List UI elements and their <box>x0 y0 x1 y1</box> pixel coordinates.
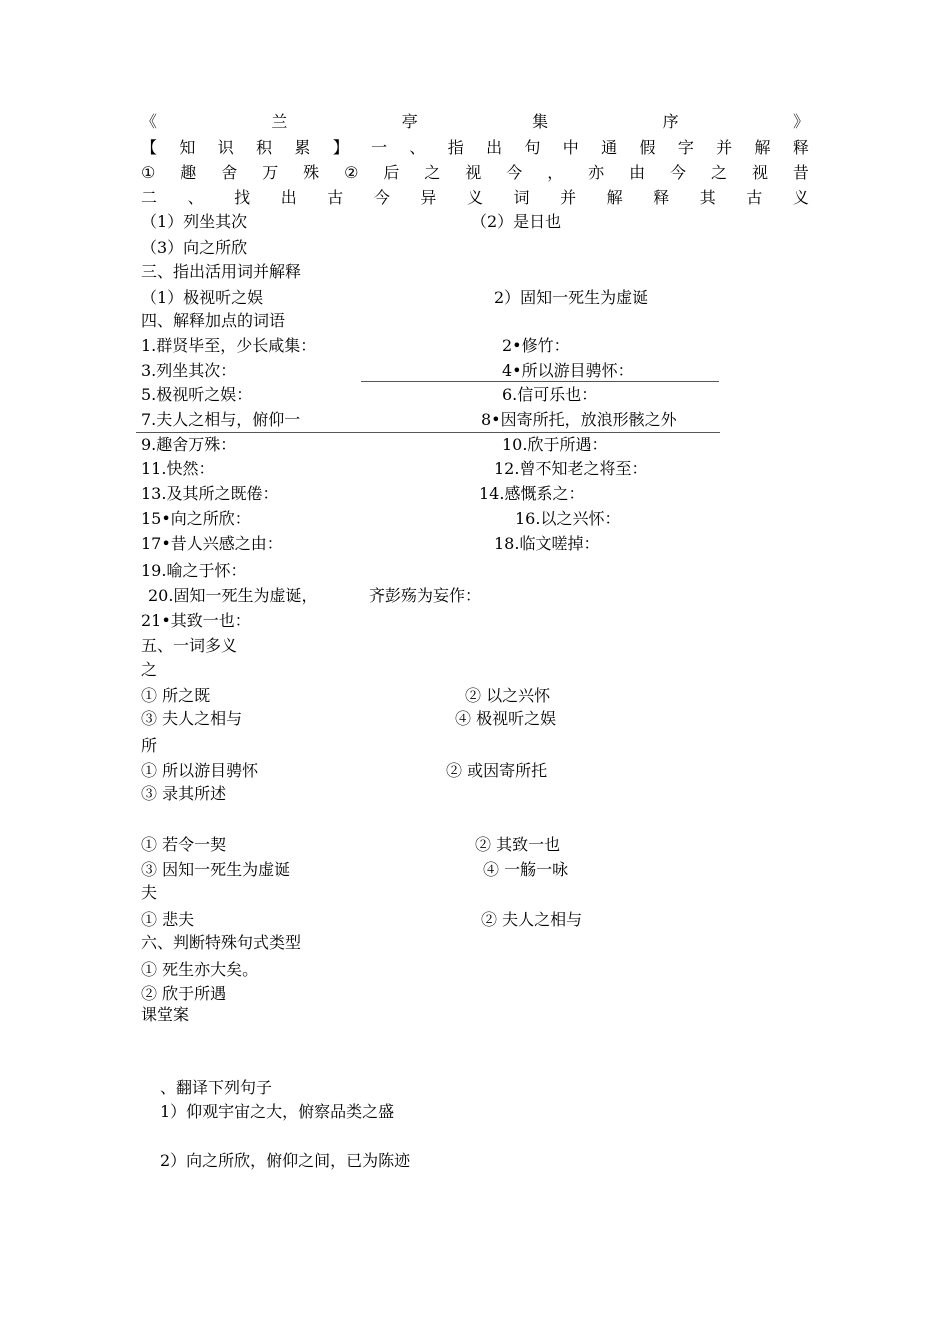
spread-char: 、 <box>409 138 426 157</box>
spread-char: 趣 <box>180 163 197 182</box>
spread-char: 识 <box>217 138 234 157</box>
s2-item-1: （1）列坐其次 <box>141 212 248 231</box>
s5-word: 之 <box>141 660 158 679</box>
s4-item: 9.趣舍万殊： <box>141 435 237 454</box>
s4-item: 17•昔人兴感之由： <box>141 534 283 553</box>
s4-item: 14.感慨系之： <box>479 484 585 503</box>
section1-header <box>141 138 809 158</box>
spread-char: 、 <box>187 188 204 207</box>
spread-char: 知 <box>179 138 196 157</box>
s5-item: ① 悲夫 <box>141 910 195 929</box>
divider-line <box>361 381 719 382</box>
s6-item: ① 死生亦大矣。 <box>141 960 259 979</box>
spread-char: ② <box>344 163 359 182</box>
spread-char: 并 <box>560 188 577 207</box>
s3-item-1: （1）极视听之娱 <box>141 288 264 307</box>
document-title <box>141 112 809 132</box>
s4-item: 21•其致一也： <box>141 611 251 630</box>
translate-item: 2）向之所欣，俯仰之间，已为陈迹 <box>160 1151 411 1170</box>
s4-item: 18.临文嗟掉： <box>494 534 600 553</box>
s3-item-2: 2）固知一死生为虚诞 <box>494 288 649 307</box>
s5-word: 所 <box>141 736 158 755</box>
spread-char: 词 <box>513 188 530 207</box>
spread-char: 亦 <box>588 163 605 182</box>
s5-item: ① 所之既 <box>141 686 211 705</box>
s4-item: 11.快然： <box>141 459 215 478</box>
s4-item: 6.信可乐也： <box>502 385 598 404</box>
s4-item: 15•向之所欣： <box>141 509 251 528</box>
spread-char: ， <box>547 163 564 182</box>
section1-items <box>141 163 809 183</box>
spread-char: 【 <box>141 138 158 157</box>
translate-header: 、翻译下列句子 <box>160 1078 273 1097</box>
s4-item: 12.曾不知老之将至： <box>494 459 648 478</box>
divider-line <box>136 432 720 433</box>
spread-char: 今 <box>670 163 687 182</box>
s5-item: ③ 夫人之相与 <box>141 709 243 728</box>
s5-item: ② 其致一也 <box>475 835 561 854</box>
s4-item: 7.夫人之相与，俯仰一 <box>141 410 301 429</box>
spread-char: 出 <box>280 188 297 207</box>
spread-char: 之 <box>711 163 728 182</box>
classroom-label: 课堂案 <box>141 1005 190 1024</box>
spread-char: 异 <box>420 188 437 207</box>
s5-word: 夫 <box>141 883 158 902</box>
s5-item: ① 若令一契 <box>141 835 227 854</box>
s4-item: 8•因寄所托，放浪形骸之外 <box>481 410 677 429</box>
spread-char: 视 <box>465 163 482 182</box>
spread-char: 后 <box>383 163 400 182</box>
s5-item: ④ 一觞一咏 <box>483 860 569 879</box>
s4-item: 齐彭殇为妄作： <box>369 586 482 605</box>
spread-char: 今 <box>373 188 390 207</box>
s4-item: 2•修竹： <box>502 336 570 355</box>
s3-header: 三、指出活用词并解释 <box>141 262 302 281</box>
s5-item: ② 以之兴怀 <box>465 686 551 705</box>
spread-char: 兰 <box>271 112 288 131</box>
spread-char: 二 <box>141 188 158 207</box>
spread-char: 昔 <box>792 163 809 182</box>
s2-item-3: （3）向之所欣 <box>141 238 248 257</box>
spread-char: 视 <box>751 163 768 182</box>
spread-char: 万 <box>262 163 279 182</box>
s5-header: 五、一词多义 <box>141 636 238 655</box>
spread-char: ① <box>141 163 156 182</box>
s5-item: ① 所以游目骋怀 <box>141 761 259 780</box>
s4-item: 10.欣于所遇： <box>502 435 608 454</box>
spread-char: 《 <box>141 112 158 131</box>
section2-header <box>141 188 809 208</box>
spread-char: 解 <box>754 138 771 157</box>
spread-char: 由 <box>629 163 646 182</box>
s5-item: ② 或因寄所托 <box>446 761 548 780</box>
s4-header: 四、解释加点的词语 <box>141 311 286 330</box>
spread-char: 古 <box>746 188 763 207</box>
spread-char: 积 <box>256 138 273 157</box>
s5-item: ③ 因知一死生为虚诞 <box>141 860 291 879</box>
spread-char: 累 <box>294 138 311 157</box>
spread-char: 释 <box>653 188 670 207</box>
spread-char: 出 <box>486 138 503 157</box>
spread-char: 义 <box>792 188 809 207</box>
s4-item: 16.以之兴怀： <box>515 509 621 528</box>
spread-char: 句 <box>524 138 541 157</box>
s4-item: 5.极视听之娱： <box>141 385 253 404</box>
s5-item: ② 夫人之相与 <box>481 910 583 929</box>
s4-item: 1.群贤毕至，少长咸集： <box>141 336 317 355</box>
spread-char: 指 <box>447 138 464 157</box>
spread-char: 假 <box>639 138 656 157</box>
spread-char: 之 <box>424 163 441 182</box>
spread-char: 通 <box>601 138 618 157</box>
s4-item: 3.列坐其次： <box>141 361 237 380</box>
spread-char: 解 <box>606 188 623 207</box>
spread-char: 并 <box>716 138 733 157</box>
spread-char: 殊 <box>303 163 320 182</box>
s2-item-2: （2）是日也 <box>471 212 562 231</box>
s4-item: 20.固知一死生为虚诞， <box>148 586 318 605</box>
spread-char: 字 <box>677 138 694 157</box>
spread-char: 今 <box>506 163 523 182</box>
spread-char: 一 <box>371 138 388 157</box>
spread-char: 舍 <box>221 163 238 182</box>
spread-char: 》 <box>792 112 809 131</box>
s4-item: 13.及其所之既倦： <box>141 484 279 503</box>
s6-header: 六、判断特殊句式类型 <box>141 933 302 952</box>
s4-item: 19.喻之于怀： <box>141 561 247 580</box>
spread-char: 释 <box>792 138 809 157</box>
s5-item: ④ 极视听之娱 <box>455 709 557 728</box>
spread-char: 集 <box>532 112 549 131</box>
spread-char: 中 <box>562 138 579 157</box>
spread-char: 序 <box>662 112 679 131</box>
spread-char: 义 <box>466 188 483 207</box>
translate-item: 1）仰观宇宙之大，俯察品类之盛 <box>160 1102 395 1121</box>
s6-item: ② 欣于所遇 <box>141 984 227 1003</box>
spread-char: 其 <box>699 188 716 207</box>
spread-char: 找 <box>234 188 251 207</box>
spread-char: 亭 <box>401 112 418 131</box>
spread-char: 古 <box>327 188 344 207</box>
s5-item: ③ 录其所述 <box>141 784 227 803</box>
s4-item: 4•所以游目骋怀： <box>502 361 634 380</box>
spread-char: 】 <box>332 138 349 157</box>
